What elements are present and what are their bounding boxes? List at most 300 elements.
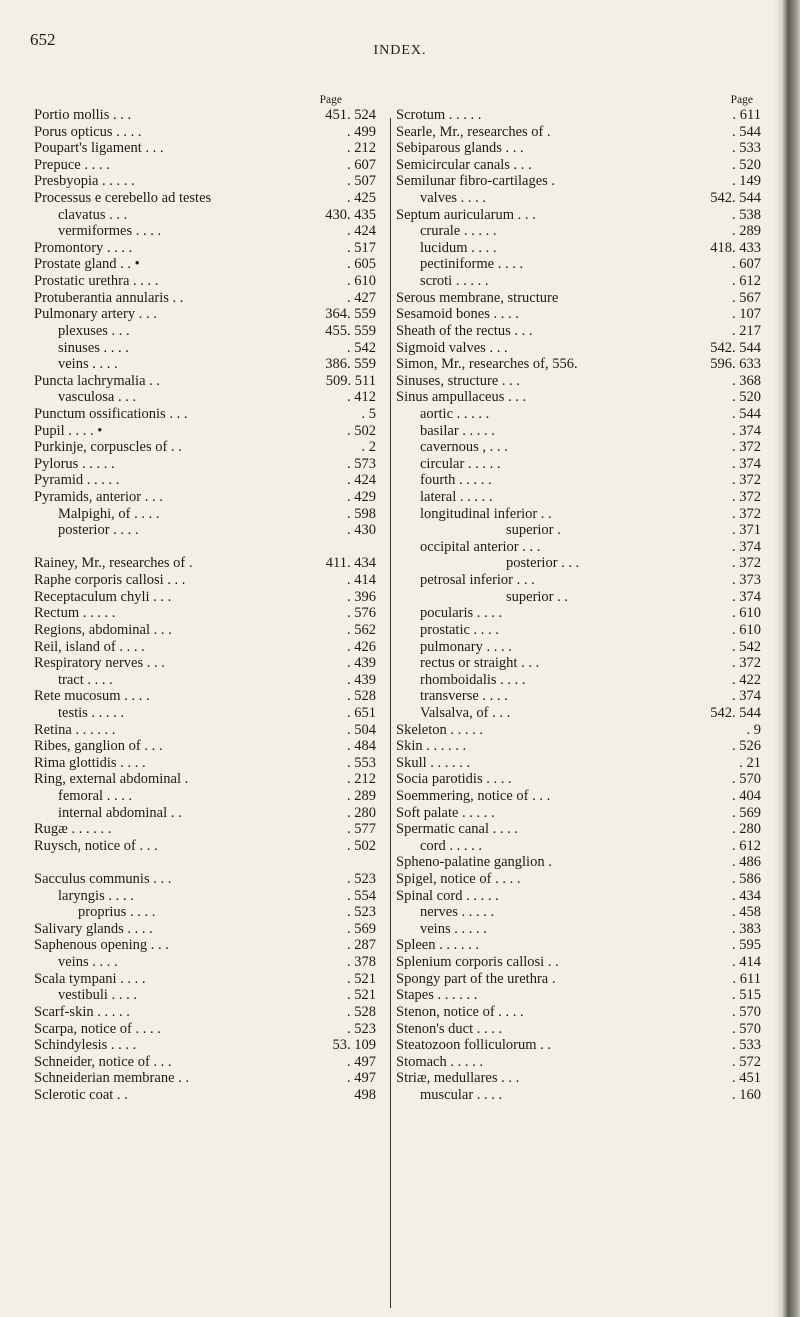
index-page-ref: . 372 (732, 555, 761, 572)
index-page-ref: 386. 559 (325, 356, 376, 373)
index-entry (34, 107, 376, 124)
index-page-ref: . 372 (732, 655, 761, 672)
index-page-ref: . 424 (347, 223, 376, 240)
index-term: pocularis . . . . (420, 605, 503, 622)
column-heading-page: Page (730, 94, 753, 106)
index-page-ref: . 544 (732, 123, 761, 140)
index-term: internal abdominal . . (58, 804, 182, 821)
index-term: posterior . . . (506, 555, 580, 572)
index-term: Scrotum . . . . . (396, 107, 482, 123)
index-page-ref: . 607 (732, 256, 761, 273)
index-term: Searle, Mr., researches of . (396, 123, 551, 140)
index-page-ref: . 160 (732, 1086, 761, 1103)
index-term: Pupil . . . . • (34, 422, 103, 439)
index-page-ref: . 371 (732, 522, 761, 539)
index-term: Sesamoid bones . . . . (396, 306, 519, 323)
index-entry (34, 738, 376, 755)
index-page-ref: . 439 (347, 655, 376, 672)
index-entry (34, 987, 376, 1004)
index-entry (396, 406, 761, 423)
index-entry (396, 173, 761, 190)
index-entry (34, 290, 376, 307)
index-page-ref: . 374 (732, 688, 761, 705)
index-page-ref: . 507 (347, 173, 376, 190)
index-entry (34, 489, 376, 506)
index-page-ref: . 372 (732, 489, 761, 506)
index-column-right (396, 94, 761, 1104)
index-page-ref: . 611 (732, 107, 761, 123)
index-term: Rugæ . . . . . . (34, 821, 112, 838)
index-entry (34, 190, 376, 207)
index-term: Spleen . . . . . . (396, 937, 479, 954)
index-entry (34, 522, 376, 539)
index-entry (34, 555, 376, 572)
index-term: Scarf-skin . . . . . (34, 1003, 130, 1020)
index-entry (34, 705, 376, 722)
index-page-ref: . 523 (347, 871, 376, 888)
index-page-ref: . 515 (732, 987, 761, 1004)
index-term: Scala tympani . . . . (34, 970, 146, 987)
index-entry (396, 489, 761, 506)
index-entry (396, 655, 761, 672)
index-page-ref: . 434 (732, 887, 761, 904)
index-entry (396, 256, 761, 273)
index-entry (396, 987, 761, 1004)
index-page-ref: . 374 (732, 588, 761, 605)
index-term: cavernous , . . . (420, 439, 508, 456)
index-entry (396, 107, 761, 124)
index-term: laryngis . . . . (58, 887, 134, 904)
index-term: Serous membrane, structure (396, 289, 559, 306)
index-term: plexuses . . . (58, 322, 130, 339)
index-entry (34, 888, 376, 905)
index-entry (34, 572, 376, 589)
index-entry (396, 290, 761, 307)
index-page-ref: . 458 (732, 904, 761, 921)
index-page-ref: . 502 (347, 837, 376, 854)
index-term: vasculosa . . . (58, 389, 137, 406)
index-page-ref: . 598 (347, 505, 376, 522)
index-term: clavatus . . . (58, 206, 128, 223)
index-page-ref: . 427 (347, 289, 376, 306)
index-page-ref: . 212 (347, 140, 376, 157)
index-page-ref: . 610 (732, 621, 761, 638)
index-page-ref: . 280 (347, 804, 376, 821)
index-entry (396, 605, 761, 622)
index-term: lateral . . . . . (420, 489, 493, 506)
index-term: testis . . . . . (58, 704, 125, 721)
index-term: Sigmoid valves . . . (396, 339, 508, 356)
index-page-ref: . 373 (732, 572, 761, 589)
index-term: Spheno-palatine ganglion . (396, 854, 552, 871)
index-term: Purkinje, corpuscles of . . (34, 439, 182, 456)
index-term: cord . . . . . (420, 837, 483, 854)
index-page-ref: . 372 (732, 505, 761, 522)
index-term: fourth . . . . . (420, 472, 492, 489)
index-entry (396, 190, 761, 207)
index-entry (396, 971, 761, 988)
index-entry (396, 838, 761, 855)
index-term: superior . (506, 522, 561, 539)
index-entry (34, 821, 376, 838)
index-term: sinuses . . . . (58, 339, 129, 356)
index-entry (396, 124, 761, 141)
index-page-ref: . 484 (347, 738, 376, 755)
index-term: Skeleton . . . . . (396, 721, 483, 738)
index-term: pulmonary . . . . (420, 638, 512, 655)
index-term: Steatozoon folliculorum . . (396, 1037, 552, 1054)
index-term: petrosal inferior . . . (420, 572, 535, 589)
index-entry (34, 1054, 376, 1071)
index-entry (396, 223, 761, 240)
index-term: Skin . . . . . . (396, 738, 467, 755)
index-page-ref: 498 (354, 1086, 376, 1103)
index-page-ref: . 372 (732, 472, 761, 489)
index-term: Punctum ossificationis . . . (34, 405, 188, 422)
index-term: Splenium corporis callosi . . (396, 954, 559, 971)
index-term: Malpighi, of . . . . (58, 505, 160, 522)
page-edge-shadow (774, 0, 800, 1317)
index-term: Sacculus communis . . . (34, 871, 172, 888)
index-page-ref: . 289 (347, 787, 376, 804)
index-entry (396, 921, 761, 938)
index-entry (34, 240, 376, 257)
index-term: rhomboidalis . . . . (420, 671, 526, 688)
index-page-ref: . 426 (347, 638, 376, 655)
index-term: scroti . . . . . (420, 273, 489, 290)
index-page-ref: . 523 (347, 904, 376, 921)
index-term: valves . . . . (420, 190, 487, 207)
index-column-left (34, 94, 376, 1104)
index-term: Sebiparous glands . . . (396, 140, 524, 157)
index-term: Saphenous opening . . . (34, 937, 169, 954)
index-term: Puncta lachrymalia . . (34, 372, 161, 389)
column-divider (390, 118, 391, 1308)
index-page-ref: . 612 (732, 273, 761, 290)
index-term: transverse . . . . (420, 688, 508, 705)
index-entry (34, 306, 376, 323)
index-page-ref: 509. 511 (325, 372, 376, 389)
index-page-ref: . 5 (361, 405, 376, 422)
index-page-ref: . 538 (732, 206, 761, 223)
index-term: Spinal cord . . . . . (396, 887, 499, 904)
index-term: Simon, Mr., researches of, 556. (396, 356, 578, 373)
index-term: vermiformes . . . . (58, 223, 162, 240)
index-entry (34, 1070, 376, 1087)
index-page-ref: . 374 (732, 538, 761, 555)
index-term: Retina . . . . . . (34, 721, 116, 738)
index-entry (396, 506, 761, 523)
index-term: aortic . . . . . (420, 405, 490, 422)
index-entry (396, 672, 761, 689)
index-entry (396, 423, 761, 440)
index-entry (34, 1087, 376, 1104)
index-page-ref: 430. 435 (325, 206, 376, 223)
index-entry (396, 539, 761, 556)
index-entry (396, 1021, 761, 1038)
index-page-ref: . 451 (732, 1070, 761, 1087)
index-page-ref: . 149 (732, 173, 761, 190)
index-term: Ruysch, notice of . . . (34, 837, 158, 854)
index-entry (34, 771, 376, 788)
index-entry (34, 456, 376, 473)
index-term: Schneider, notice of . . . (34, 1053, 172, 1070)
index-term: Pyramid . . . . . (34, 472, 120, 489)
index-term: Prostate gland . . • (34, 256, 140, 273)
index-term: occipital anterior . . . (420, 538, 541, 555)
index-page-ref: 53. 109 (332, 1037, 376, 1054)
index-entry (34, 838, 376, 855)
index-page-ref: . 520 (732, 156, 761, 173)
index-entry (34, 506, 376, 523)
index-entry (34, 273, 376, 290)
index-page-ref: . 2 (361, 439, 376, 456)
index-page-ref: . 612 (732, 837, 761, 854)
index-page-ref: 418. 433 (710, 239, 761, 256)
index-entry (34, 323, 376, 340)
index-term: tract . . . . (58, 671, 113, 688)
index-entry (34, 639, 376, 656)
index-page-ref: 542. 544 (710, 704, 761, 721)
index-page-ref: . 289 (732, 223, 761, 240)
index-page-ref: . 9 (746, 721, 761, 738)
index-term: Stomach . . . . . (396, 1053, 483, 1070)
index-page-ref: . 542 (347, 339, 376, 356)
index-entry (396, 805, 761, 822)
index-term: Rectum . . . . . (34, 605, 116, 622)
index-page-ref: . 610 (347, 273, 376, 290)
index-page-ref: . 570 (732, 1003, 761, 1020)
index-page-ref: . 430 (347, 522, 376, 539)
index-term: veins . . . . (58, 356, 118, 373)
index-entry (34, 1004, 376, 1021)
index-entry (34, 140, 376, 157)
index-page-ref: . 107 (732, 306, 761, 323)
index-page-ref: . 521 (347, 970, 376, 987)
index-entry (34, 356, 376, 373)
index-page-ref: 542. 544 (710, 190, 761, 207)
index-entry (396, 722, 761, 739)
index-page-ref: . 396 (347, 588, 376, 605)
index-entry (396, 273, 761, 290)
index-entry (396, 622, 761, 639)
index-term: Rainey, Mr., researches of . (34, 555, 193, 572)
index-entry (396, 240, 761, 257)
index-entry (396, 821, 761, 838)
index-page-ref: . 542 (732, 638, 761, 655)
index-term: Pylorus . . . . . (34, 455, 115, 472)
index-spacer (34, 539, 376, 556)
index-entry (396, 472, 761, 489)
index-page-ref: . 570 (732, 771, 761, 788)
index-entry (396, 755, 761, 772)
index-entry (34, 937, 376, 954)
index-entry (34, 223, 376, 240)
index-term: crurale . . . . . (420, 223, 497, 240)
index-term: Semicircular canals . . . (396, 156, 532, 173)
index-page-ref: . 611 (732, 970, 761, 987)
index-term: prostatic . . . . (420, 621, 499, 638)
index-page-ref: 411. 434 (325, 555, 376, 572)
index-page-ref: . 554 (347, 887, 376, 904)
index-term: Respiratory nerves . . . (34, 655, 165, 672)
index-entry (34, 157, 376, 174)
index-term: Valsalva, of . . . (420, 704, 511, 721)
index-entry (396, 1037, 761, 1054)
index-term: Reil, island of . . . . (34, 638, 145, 655)
index-entry (396, 771, 761, 788)
index-page-ref: . 520 (732, 389, 761, 406)
index-entry (34, 954, 376, 971)
index-term: Stenon's duct . . . . (396, 1020, 503, 1037)
index-entry (34, 207, 376, 224)
index-entry (34, 373, 376, 390)
index-spacer (34, 854, 376, 871)
index-page-ref: . 414 (347, 572, 376, 589)
index-term: Receptaculum chyli . . . (34, 588, 172, 605)
index-page-ref: . 523 (347, 1020, 376, 1037)
index-term: Pulmonary artery . . . (34, 306, 157, 323)
index-entry (396, 1054, 761, 1071)
index-entry (396, 356, 761, 373)
index-entry (396, 207, 761, 224)
index-page-ref: . 414 (732, 954, 761, 971)
index-term: Sheath of the rectus . . . (396, 322, 533, 339)
index-entry (396, 323, 761, 340)
index-term: superior . . (506, 588, 569, 605)
index-page-ref: . 287 (347, 937, 376, 954)
index-page-ref: 451. 524 (325, 107, 376, 123)
index-term: Striæ, medullares . . . (396, 1070, 520, 1087)
index-page-ref: 364. 559 (325, 306, 376, 323)
index-term: Spigel, notice of . . . . (396, 871, 521, 888)
index-page-ref: . 404 (732, 787, 761, 804)
page-number: 652 (30, 30, 56, 49)
index-page-ref: . 610 (732, 605, 761, 622)
index-entry (396, 871, 761, 888)
index-page-ref: . 577 (347, 821, 376, 838)
index-page-ref: . 569 (732, 804, 761, 821)
index-term: Rima glottidis . . . . (34, 754, 146, 771)
index-page-ref: . 517 (347, 239, 376, 256)
index-entry (396, 389, 761, 406)
index-term: Portio mollis . . . (34, 107, 132, 123)
index-entry (34, 589, 376, 606)
index-page-ref: . 572 (732, 1053, 761, 1070)
index-term: Stenon, notice of . . . . (396, 1003, 524, 1020)
index-term: Salivary glands . . . . (34, 920, 153, 937)
index-entry (396, 788, 761, 805)
index-entry (396, 937, 761, 954)
index-term: Prepuce . . . . (34, 156, 110, 173)
index-term: muscular . . . . (420, 1086, 503, 1103)
index-entry (396, 854, 761, 871)
index-term: Pyramids, anterior . . . (34, 489, 163, 506)
index-page-ref: . 526 (732, 738, 761, 755)
index-entry (396, 639, 761, 656)
index-page-ref: . 374 (732, 422, 761, 439)
index-entry (34, 655, 376, 672)
index-page-ref: . 412 (347, 389, 376, 406)
index-term: Processus e cerebello ad testes (34, 190, 212, 207)
index-term: Sinuses, structure . . . (396, 372, 521, 389)
index-entry (34, 871, 376, 888)
index-term: proprius . . . . (78, 904, 156, 921)
index-entry (396, 1004, 761, 1021)
index-term: Scarpa, notice of . . . . (34, 1020, 161, 1037)
index-term: circular . . . . . (420, 455, 501, 472)
index-entry (396, 738, 761, 755)
index-entry (396, 954, 761, 971)
index-page-ref: . 651 (347, 704, 376, 721)
index-term: Regions, abdominal . . . (34, 621, 172, 638)
index-entry (34, 672, 376, 689)
index-page-ref: . 212 (347, 771, 376, 788)
index-entry (396, 589, 761, 606)
index-entry (396, 439, 761, 456)
index-page-ref: . 504 (347, 721, 376, 738)
index-page-ref: . 570 (732, 1020, 761, 1037)
index-page-ref: . 429 (347, 489, 376, 506)
index-entry (34, 1037, 376, 1054)
index-term: nerves . . . . . (420, 904, 495, 921)
index-entry (34, 921, 376, 938)
index-page-ref: . 521 (347, 987, 376, 1004)
index-page-ref: . 533 (732, 1037, 761, 1054)
index-page-ref: 455. 559 (325, 322, 376, 339)
index-entry (396, 688, 761, 705)
index-entry (34, 788, 376, 805)
index-page-ref: . 573 (347, 455, 376, 472)
index-entry (34, 971, 376, 988)
index-term: Porus opticus . . . . (34, 123, 142, 140)
index-page-ref: . 280 (732, 821, 761, 838)
index-page-ref: . 533 (732, 140, 761, 157)
index-term: Raphe corporis callosi . . . (34, 572, 186, 589)
index-term: Protuberantia annularis . . (34, 289, 184, 306)
index-entry (34, 340, 376, 357)
index-entry (34, 1021, 376, 1038)
index-entry (34, 124, 376, 141)
index-entry (396, 373, 761, 390)
index-page-ref: . 368 (732, 372, 761, 389)
index-term: Ring, external abdominal . (34, 771, 189, 788)
index-entry (34, 755, 376, 772)
running-header: INDEX. (373, 43, 427, 58)
index-entry (34, 423, 376, 440)
index-page-ref: . 562 (347, 621, 376, 638)
index-entry (34, 389, 376, 406)
index-page-ref: . 374 (732, 455, 761, 472)
index-page-ref: . 502 (347, 422, 376, 439)
index-term: Presbyopia . . . . . (34, 173, 135, 190)
index-page-ref: . 422 (732, 671, 761, 688)
index-page-ref: 596. 633 (710, 356, 761, 373)
index-page-ref: . 567 (732, 289, 761, 306)
index-page-ref: . 424 (347, 472, 376, 489)
index-term: Promontory . . . . (34, 239, 133, 256)
index-term: pectiniforme . . . . (420, 256, 524, 273)
index-entry (34, 805, 376, 822)
index-page-ref: . 605 (347, 256, 376, 273)
index-page-ref: . 528 (347, 1003, 376, 1020)
index-term: veins . . . . . (420, 920, 487, 937)
column-heading-page: Page (319, 94, 342, 106)
index-entry (396, 1070, 761, 1087)
index-page-ref: . 528 (347, 688, 376, 705)
index-term: Sclerotic coat . . (34, 1086, 128, 1103)
index-page-ref: . 372 (732, 439, 761, 456)
